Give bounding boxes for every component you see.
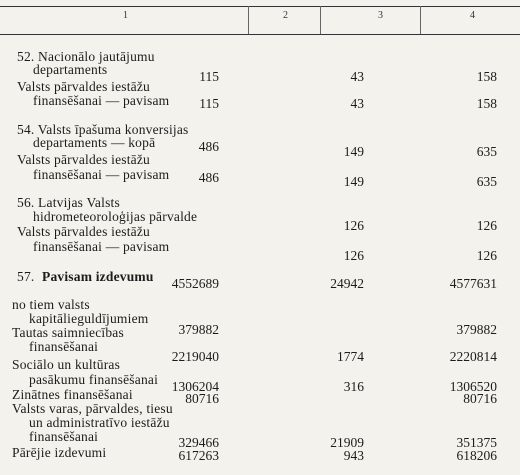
- section-54-title-col3: 149: [343, 144, 364, 159]
- section-56-title-line-1: 56. Latvijas Valsts: [17, 195, 120, 210]
- column-header-4: 4: [470, 10, 475, 21]
- section-52-sub-col4: 158: [476, 96, 497, 111]
- total-number: 57.: [17, 269, 35, 284]
- column-header-3: 3: [378, 10, 383, 21]
- section-52-title-col2: 115: [199, 69, 219, 84]
- admin-line-2: un administratīvo iestāžu: [29, 415, 170, 430]
- section-56-title-col4: 126: [476, 218, 497, 233]
- section-54-sub-line-2: finansēšanai — pavisam: [33, 167, 170, 182]
- section-54-sub-col4: 635: [476, 174, 497, 189]
- science-col4: 80716: [463, 391, 497, 406]
- total-col2: 4552689: [171, 276, 219, 291]
- science-col2: 80716: [185, 391, 219, 406]
- section-54-title-col4: 635: [476, 144, 497, 159]
- social-col4: 1306520: [449, 379, 497, 394]
- other-col3: 943: [343, 448, 364, 463]
- other-line-1: Pārējie izdevumi: [12, 445, 107, 460]
- section-52-title-line-1: 52. Nacionālo jautājumu: [17, 49, 155, 64]
- section-56-title-col3: 126: [343, 218, 364, 233]
- breakdown-intro: no tiem valsts: [12, 297, 90, 312]
- capital-col2: 379882: [178, 322, 219, 337]
- other-col2: 617263: [178, 448, 219, 463]
- column-header-1: 1: [123, 10, 128, 21]
- column-divider-1: [248, 6, 249, 34]
- section-54-sub-col3: 149: [343, 174, 364, 189]
- table-top-rule: [0, 6, 520, 7]
- economy-line-2: finansēšanai: [29, 339, 99, 354]
- section-56-sub-col3: 126: [343, 248, 364, 263]
- section-52-title-line-2: departaments: [33, 62, 108, 77]
- section-52-sub-line-1: Valsts pārvaldes iestāžu: [17, 79, 151, 94]
- admin-col4: 351375: [456, 435, 497, 450]
- admin-line-3: finansēšanai: [29, 429, 99, 444]
- header-bottom-rule: [0, 34, 520, 35]
- column-header-2: 2: [283, 10, 288, 21]
- science-line-1: Zinātnes finansēšanai: [12, 387, 133, 402]
- total-label: Pavisam izdevumu: [42, 269, 154, 284]
- economy-col3: 1774: [337, 349, 364, 364]
- section-54-title-line-2: departaments — kopā: [33, 135, 156, 150]
- capital-col4: 379882: [456, 322, 497, 337]
- admin-col3: 21909: [330, 435, 364, 450]
- section-54-sub-line-1: Valsts pārvaldes iestāžu: [17, 152, 151, 167]
- social-line-2: pasākumu finansēšanai: [29, 372, 159, 387]
- total-col4: 4577631: [449, 276, 497, 291]
- section-54-sub-col2: 486: [198, 170, 219, 185]
- section-54-title-col2: 486: [198, 139, 219, 154]
- social-col3: 316: [343, 379, 364, 394]
- section-52-title-col3: 43: [350, 69, 364, 84]
- section-52-title-col4: 158: [476, 69, 497, 84]
- section-56-sub-line-1: Valsts pārvaldes iestāžu: [17, 224, 151, 239]
- admin-line-1: Valsts varas, pārvaldes, tiesu: [12, 401, 173, 416]
- economy-col2: 2219040: [171, 349, 219, 364]
- economy-line-1: Tautas saimniecības: [12, 325, 124, 340]
- capital-line-1: kapitālieguldījumiem: [29, 311, 149, 326]
- column-divider-3: [420, 6, 421, 34]
- economy-col4: 2220814: [449, 349, 497, 364]
- total-col3: 24942: [330, 276, 364, 291]
- section-54-title-line-1: 54. Valsts īpašuma konversijas: [17, 122, 189, 137]
- section-56-sub-line-2: finansēšanai — pavisam: [33, 239, 170, 254]
- social-col2: 1306204: [171, 379, 219, 394]
- column-divider-2: [320, 6, 321, 34]
- section-52-sub-col2: 115: [199, 96, 219, 111]
- social-line-1: Sociālo un kultūras: [12, 357, 121, 372]
- section-52-sub-line-2: finansēšanai — pavisam: [33, 93, 170, 108]
- section-56-title-line-2: hidrometeoroloģijas pārvalde: [33, 209, 198, 224]
- admin-col2: 329466: [178, 435, 219, 450]
- other-col4: 618206: [456, 448, 497, 463]
- section-52-sub-col3: 43: [350, 96, 364, 111]
- section-56-sub-col4: 126: [476, 248, 497, 263]
